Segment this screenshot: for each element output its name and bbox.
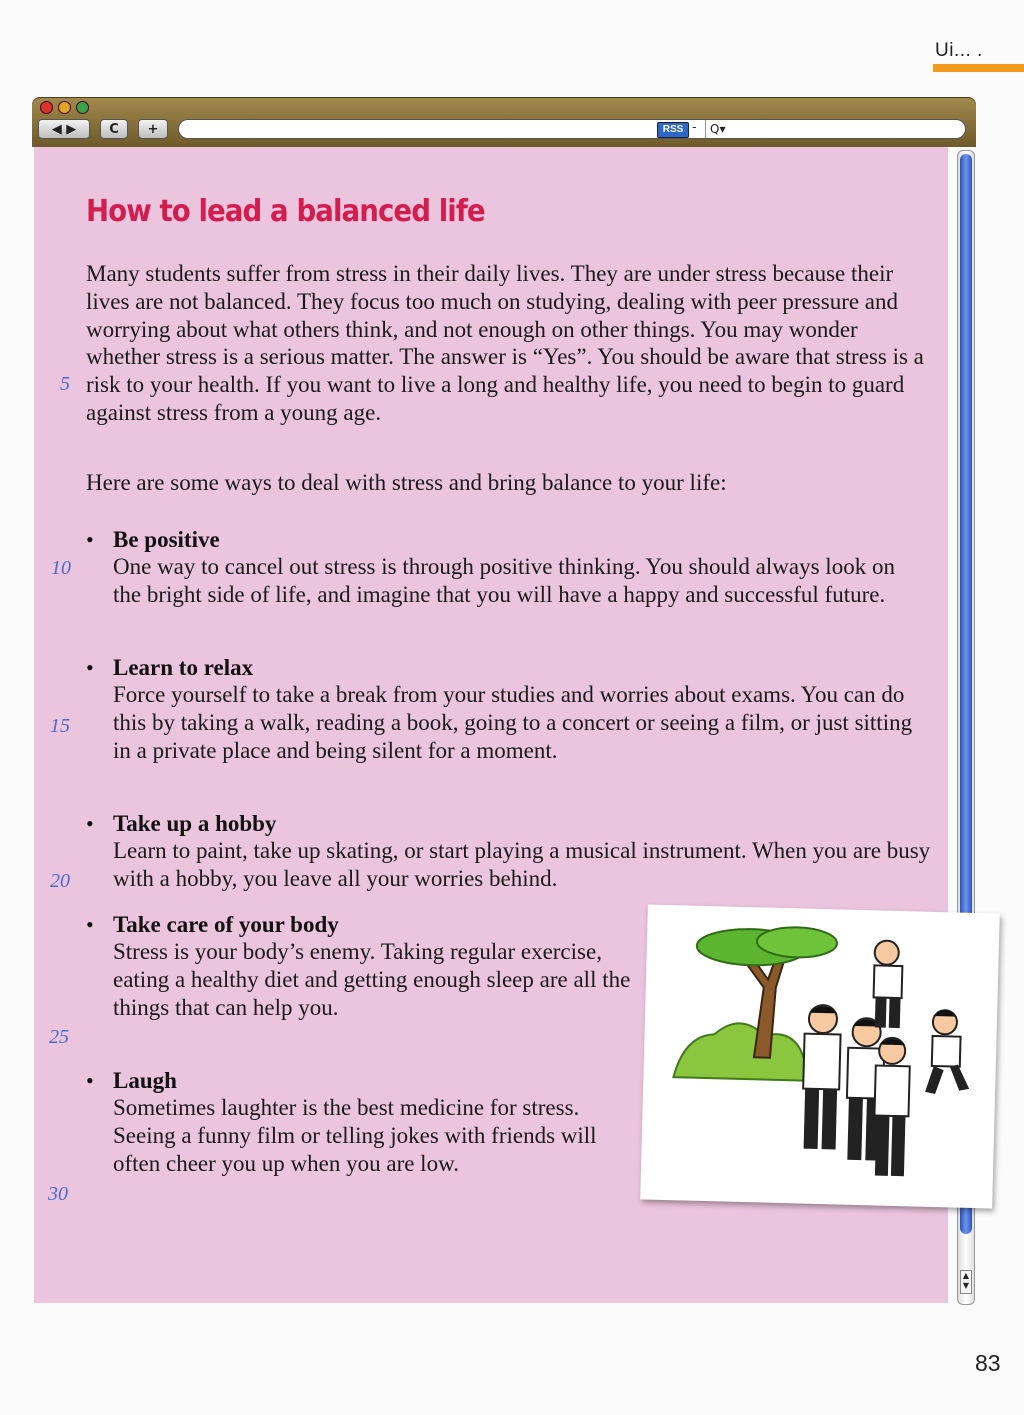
tip-text: Force yourself to take a break from your studies and worries about exams. You can do this by taking a walk, reading a book, going to a concert or seeing a film, or just sitting in a private place and being silent for a moment.	[113, 682, 913, 763]
browser-toolbar	[32, 97, 976, 147]
laughing-students-illustration	[640, 904, 1000, 1208]
cartoon-drawing	[640, 904, 1000, 1208]
tip-heading: Learn to relax	[113, 655, 254, 680]
line-number: 20	[50, 870, 70, 892]
add-tab-icon[interactable]: +	[138, 119, 168, 139]
line-number: 15	[50, 715, 70, 737]
minimize-window-button[interactable]	[58, 101, 71, 114]
tip-heading: Take up a hobby	[113, 811, 277, 836]
scroll-arrows-icon[interactable]: ▲ ▼	[960, 1270, 972, 1294]
lead-in-paragraph: Here are some ways to deal with stress and bring balance to your life:	[86, 470, 727, 495]
page-number: 83	[975, 1350, 1001, 1376]
tip-heading: Take care of your body	[113, 912, 339, 937]
tip-heading: Laugh	[113, 1068, 177, 1093]
bullet: •	[86, 811, 94, 836]
tip-be-positive	[86, 527, 926, 609]
tip-text: One way to cancel out stress is through positive thinking. You should always look on the bright side of life, and imagine that you will have a happy and successful future.	[113, 554, 895, 607]
close-window-button[interactable]	[40, 101, 53, 114]
tip-take-care-of-your-body	[86, 912, 631, 1021]
intro-paragraph: Many students suffer from stress in their daily lives. They are under stress because their lives are not balanced. They focus too much on studying, dealing with peer pressure and worrying about what others think, and not enough on other things. You may wonder whether stress is a serious matter. The answer is “Yes”. You should be aware that stress is a risk to your health. If you want to live a long and healthy life, you need to begin to guard against stress from a young age.	[86, 261, 924, 425]
line-number: 25	[49, 1026, 69, 1048]
bullet: •	[86, 1068, 94, 1093]
tip-laugh	[86, 1068, 631, 1177]
zoom-window-button[interactable]	[76, 101, 89, 114]
search-input[interactable]: Q▾	[705, 120, 972, 138]
window-controls	[40, 101, 89, 114]
tip-text: Stress is your body’s enemy. Taking regular exercise, eating a healthy diet and getting enough sleep are all the things that can help you.	[113, 939, 631, 1020]
address-bar[interactable]	[178, 119, 966, 139]
line-number: 10	[51, 557, 71, 579]
article-title: How to lead a balanced life	[86, 194, 485, 229]
line-number: 5	[60, 373, 70, 395]
tip-text: Learn to paint, take up skating, or start playing a musical instrument. When you are busy with a hobby, you leave all your worries behind.	[113, 838, 931, 891]
bullet: •	[86, 912, 94, 937]
unit-color-bar	[933, 64, 1024, 72]
rss-icon[interactable]: RSS	[657, 122, 689, 138]
separator: -	[692, 120, 697, 135]
back-forward-button[interactable]: ◀ ▶	[38, 119, 90, 139]
bullet: •	[86, 655, 94, 680]
tip-text: Sometimes laughter is the best medicine for stress. Seeing a funny film or telling jokes with friends will often cheer you up when you are low.	[113, 1095, 597, 1176]
line-number: 30	[48, 1183, 68, 1205]
tip-take-up-a-hobby	[86, 811, 936, 893]
tip-learn-to-relax	[86, 655, 926, 764]
tip-heading: Be positive	[113, 527, 220, 552]
reload-icon[interactable]: C	[100, 119, 128, 139]
bullet: •	[86, 527, 94, 552]
unit-label: Ui... .	[935, 40, 983, 61]
